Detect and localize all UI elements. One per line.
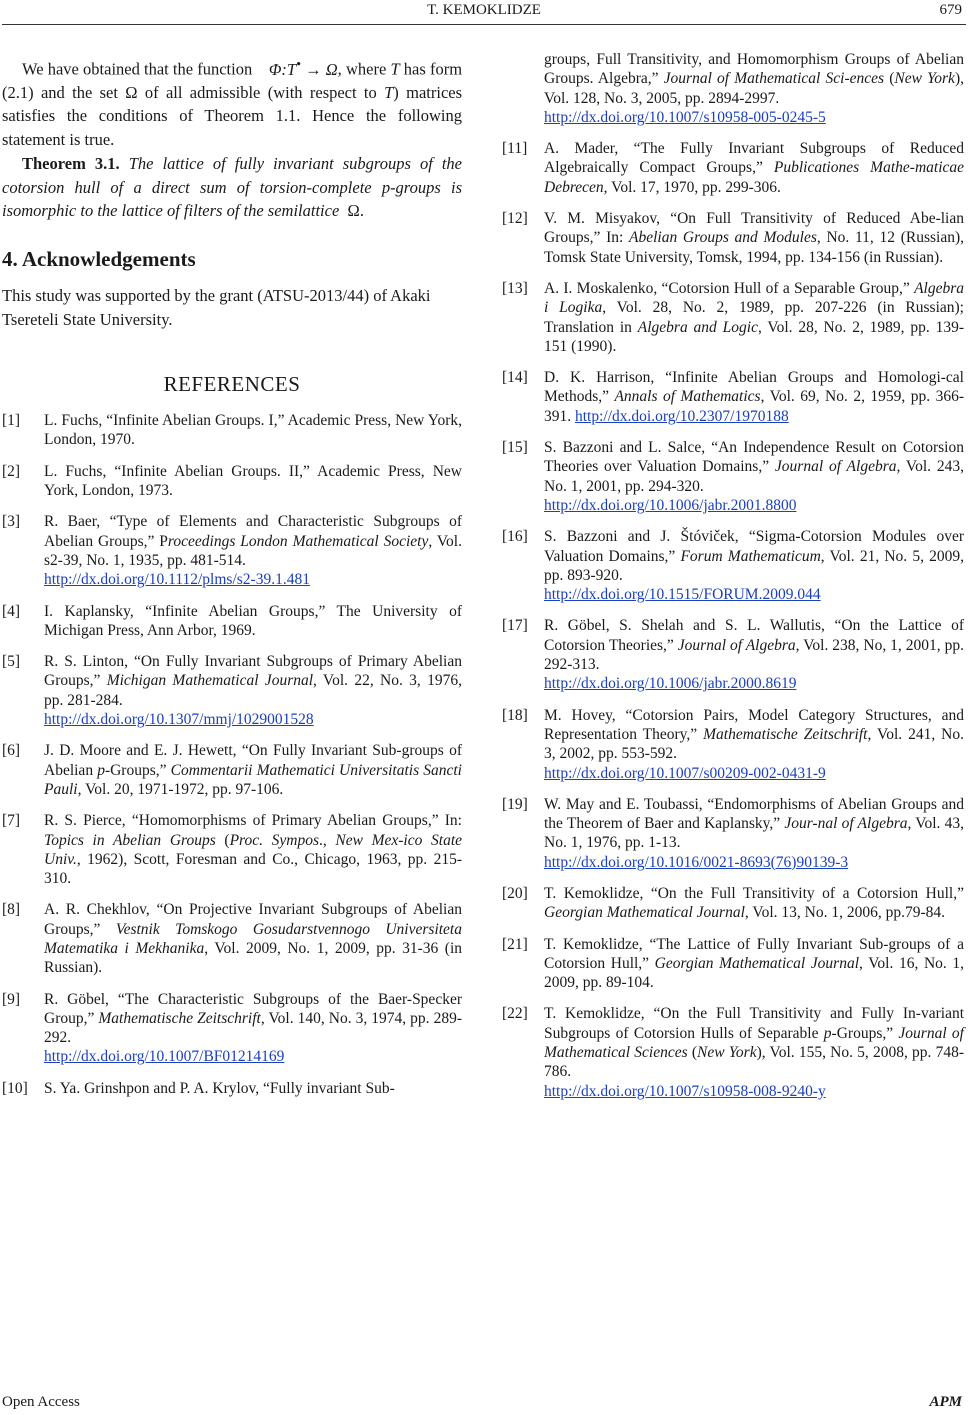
reference-number: [10] xyxy=(2,1079,28,1097)
reference-text: , Vol. 69, No. 2, 1959, pp. 366-391. xyxy=(544,388,964,425)
reference-body xyxy=(44,900,462,977)
reference-text: , Vol. 28, No. 2, 1989, pp. 139-151 (1990). xyxy=(544,318,965,355)
reference-text: , Vol. 243, No. 1, 2001, pp. 294-320. xyxy=(544,458,964,495)
reference-text: , Vol. 140, No. 3, 1974, pp. 289-292. xyxy=(44,1009,462,1047)
reference-text: , Vol. 17, 1970, pp. 299-306. xyxy=(603,178,781,196)
reference-italic-text: Forum Mathematicum xyxy=(680,547,821,565)
reference-number: [11] xyxy=(502,140,528,158)
reference-text: W. May and E. Toubassi, “Endomorphisms of Abelian Groups and the Theorem of Baer and Kaplansky,” xyxy=(544,795,964,833)
reference-body xyxy=(544,139,964,197)
reference-body xyxy=(544,209,964,267)
reference-text: S. Ya. Grinshpon and P. A. Krylov, “Fully invariant Sub- xyxy=(44,1079,395,1097)
symbol-T-2: T xyxy=(384,82,394,102)
reference-text: , Vol. 28, No. 2, 1989, pp. 207-226 (in Russian); Translation in xyxy=(544,299,964,336)
theorem-omega: Ω xyxy=(347,200,360,220)
journal-abbrev: APM xyxy=(929,1394,962,1410)
doi-link[interactable]: http://dx.doi.org/10.1006/jabr.2001.8800 xyxy=(544,496,797,514)
reference-item xyxy=(502,935,964,993)
reference-text: , Vol. 22, No. 3, 1976, pp. 281-284. xyxy=(44,672,462,709)
reference-text: , Vol. 20, 1971-1972, pp. 97-106. xyxy=(77,780,284,798)
reference-italic-text: Algebra i Logika xyxy=(544,279,964,317)
reference-item xyxy=(502,139,964,197)
reference-body xyxy=(44,462,462,501)
reference-italic-text: Topics in Abelian Groups xyxy=(44,831,216,849)
intro-text-4: of all admissible (with respect to xyxy=(144,82,377,102)
doi-link[interactable]: http://dx.doi.org/10.1007/s00209-002-0431-9 xyxy=(544,764,826,782)
theorem-paragraph xyxy=(2,152,462,222)
reference-item xyxy=(2,411,462,450)
reference-text: S. Bazzoni and J. Štóviček, “Sigma-Cotorsion Modules over Valuation Domains,” xyxy=(544,528,964,565)
theorem-text-2: -groups is isomorphic to the lattice of filters of the semilattice xyxy=(2,177,462,220)
reference-item xyxy=(502,438,964,515)
reference-italic-text: Jour-nal of Algebra xyxy=(784,815,908,833)
doi-link[interactable]: http://dx.doi.org/10.1007/BF01214169 xyxy=(44,1048,285,1066)
left-column xyxy=(2,52,462,1110)
page-number: 679 xyxy=(939,2,962,18)
reference-text: T. Kemoklidze, “On the Full Transitivity and Fully In-variant Subgroups of Cotorsion Hulls of Separable xyxy=(544,1005,964,1042)
reference-item xyxy=(502,884,964,923)
reference-item xyxy=(2,990,462,1067)
reference-item xyxy=(2,1079,462,1098)
reference-number: [19] xyxy=(502,795,528,813)
running-title: T. KEMOKLIDZE xyxy=(427,2,541,18)
reference-item xyxy=(502,706,964,783)
reference-text: D. K. Harrison, “Infinite Abelian Groups and Homologi-cal Methods,” xyxy=(544,369,964,406)
reference-text: , Vol. 43, No. 1, 1976, pp. 1-13. xyxy=(544,815,964,852)
symbol-omega: Ω xyxy=(125,82,138,102)
right-column xyxy=(502,50,964,1113)
reference-body xyxy=(544,1004,964,1100)
reference-text: , 1962), Scott, Foresman and Co., Chicago, 1963, pp. 215-310. xyxy=(44,850,462,888)
reference-body xyxy=(544,438,964,515)
reference-number: [20] xyxy=(502,884,528,902)
header-divider xyxy=(2,24,966,25)
reference-italic-text: Commentarii Mathematici Universitatis Sancti Pauli xyxy=(44,761,462,798)
reference-text: ), Vol. 128, No. 3, 2005, pp. 2894-2997. xyxy=(544,70,964,107)
reference-body xyxy=(544,884,964,923)
reference-text: R. S. Linton, “On Fully Invariant Subgroups of Primary Abelian Groups,” xyxy=(44,653,462,690)
reference-italic-text: Algebra and Logic xyxy=(637,318,758,336)
intro-paragraph xyxy=(2,52,462,151)
reference-text: , Vol. 21, No. 5, 2009, pp. 893-920. xyxy=(544,547,965,584)
reference-body xyxy=(44,990,462,1067)
reference-item xyxy=(502,209,964,267)
reference-text: J. D. Moore and E. J. Hewett, “On Fully Invariant Sub-groups of Abelian xyxy=(44,742,462,779)
reference-italic-text: New York xyxy=(894,70,955,88)
reference-item xyxy=(2,512,462,589)
reference-italic-text: Proc. Sympos xyxy=(229,831,320,849)
theorem-end: . xyxy=(359,200,364,220)
reference-item xyxy=(502,368,964,426)
reference-number: [4] xyxy=(2,602,21,620)
reference-number: [7] xyxy=(2,812,21,830)
reference-body xyxy=(44,811,462,888)
reference-text: -Groups,” xyxy=(104,761,171,779)
reference-italic-text: New York xyxy=(697,1044,757,1062)
function-target: → Ω xyxy=(300,59,338,79)
reference-body xyxy=(544,279,964,356)
reference-italic-text: Georgian Mathematical Journal xyxy=(544,904,745,922)
doi-link[interactable]: http://dx.doi.org/10.1112/plms/s2-39.1.481 xyxy=(44,571,310,589)
reference-italic-text: Abelian Groups and Modules xyxy=(629,229,817,247)
reference-item xyxy=(2,811,462,888)
reference-number xyxy=(502,50,544,127)
doi-link[interactable]: http://dx.doi.org/10.1007/s10958-005-0245-5 xyxy=(544,108,826,126)
reference-body xyxy=(44,741,462,799)
reference-body xyxy=(544,706,964,783)
reference-text: -Groups,” xyxy=(831,1024,899,1042)
theorem-text-1: The lattice of fully invariant subgroups of the cotorsion hull of a direct sum of torsion-complete xyxy=(2,154,462,197)
reference-number: [5] xyxy=(2,653,21,671)
reference-number: [2] xyxy=(2,462,21,480)
reference-body xyxy=(544,527,964,604)
reference-text: , Vol. 238, No, 1, 2001, pp. 292-313. xyxy=(544,636,964,674)
reference-number: [16] xyxy=(502,528,528,546)
reference-item xyxy=(502,279,964,356)
intro-text-1: We have obtained that the function xyxy=(22,59,253,79)
reference-italic-text: Mathematische Zeitschrift xyxy=(703,725,868,743)
reference-text: T. Kemoklidze, “The Lattice of Fully Invariant Sub-groups of a Cotorsion Hull,” xyxy=(544,935,964,972)
reference-italic-text: roceedings London Mathematical Society xyxy=(167,532,429,550)
reference-body xyxy=(544,935,964,993)
reference-body xyxy=(44,602,462,641)
reference-text: R. Göbel, S. Shelah and S. L. Wallutis, “On the Lattice of Cotorsion Theories,” xyxy=(544,617,964,654)
reference-text: L. Fuchs, “Infinite Abelian Groups. I,” Academic Press, New York, London, 1970. xyxy=(44,412,462,449)
reference-item xyxy=(502,1004,964,1100)
reference-text: , Vol. 2009, No. 1, 2009, pp. 31-36 (in Russian). xyxy=(44,939,463,977)
reference-italic-text: p xyxy=(97,761,105,779)
reference-number: [21] xyxy=(502,935,528,953)
function-sup: • xyxy=(296,56,301,71)
intro-text-3: has form (2.1) and the set xyxy=(2,59,463,102)
reference-italic-text: Journal of Algebra xyxy=(774,458,897,476)
reference-body xyxy=(44,512,462,589)
reference-text: ., xyxy=(319,831,336,849)
acknowledgements-text: This study was supported by the grant (ATSU-2013/44) of Akaki Tsereteli State University. xyxy=(2,286,431,329)
page-footer xyxy=(0,1394,968,1414)
reference-body xyxy=(44,652,462,729)
reference-italic-text: Mathematische Zeitschrift xyxy=(98,1009,261,1027)
reference-item xyxy=(2,462,462,501)
reference-italic-text: Georgian Mathematical Journal xyxy=(654,954,860,972)
reference-number: [3] xyxy=(2,513,21,531)
reference-text: L. Fuchs, “Infinite Abelian Groups. II,” Academic Press, New York, London, 1973. xyxy=(44,462,462,500)
reference-item xyxy=(502,527,964,604)
reference-text: groups, Full Transitivity, and Homomorphism Groups of Abelian Groups. Algebra,” xyxy=(544,51,964,88)
reference-number: [18] xyxy=(502,706,528,724)
reference-text: T. Kemoklidze, “On the Full Transitivity of a Cotorsion Hull,” xyxy=(544,884,964,902)
open-access-label: Open Access xyxy=(2,1394,80,1410)
reference-text: S. Bazzoni and L. Salce, “An Independence Result on Cotorsion Theories over Valuation Domains,” xyxy=(544,439,964,476)
reference-text: A. I. Moskalenko, “Cotorsion Hull of a Separable Group,” xyxy=(544,279,915,297)
reference-number: [8] xyxy=(2,901,21,919)
reference-text: M. Hovey, “Cotorsion Pairs, Model Category Structures, and Representation Theory,” xyxy=(544,706,964,743)
reference-number: [22] xyxy=(502,1005,528,1023)
reference-item xyxy=(2,900,462,977)
reference-italic-text: Journal of Mathematical Sci-ences xyxy=(663,70,885,88)
references-heading: REFERENCES xyxy=(163,372,301,397)
function-phi xyxy=(268,56,338,79)
reference-body xyxy=(44,1079,462,1098)
reference-body xyxy=(44,411,462,450)
reference-item-10-continued xyxy=(502,50,964,127)
reference-italic-text: New Mex-ico State Univ. xyxy=(44,831,463,868)
reference-number: [9] xyxy=(2,990,21,1008)
theorem-label: Theorem 3.1. xyxy=(22,154,120,174)
reference-text: A. Mader, “The Fully Invariant Subgroups of Reduced Algebraically Compact Groups,” xyxy=(544,140,964,177)
intro-text-2: , where xyxy=(337,59,387,79)
reference-number: [12] xyxy=(502,210,528,228)
reference-text: V. M. Misyakov, “On Full Transitivity of Reduced Abe-lian Groups,” In: xyxy=(544,210,964,247)
acknowledgements-heading: 4. Acknowledgements xyxy=(2,247,196,272)
reference-text: , Vol. 13, No. 1, 2006, pp.79-84. xyxy=(744,904,945,922)
function-expr: Φ:T xyxy=(268,59,297,79)
reference-body xyxy=(544,795,964,872)
reference-text: ( xyxy=(687,1044,697,1062)
references-list-right xyxy=(502,139,964,1101)
references-list-left xyxy=(2,411,462,1098)
page-header xyxy=(0,0,968,22)
doi-link[interactable]: http://dx.doi.org/10.1515/FORUM.2009.044 xyxy=(544,586,821,604)
reference-item xyxy=(2,741,462,799)
doi-link[interactable]: http://dx.doi.org/10.1016/0021-8693(76)90139-3 xyxy=(544,853,849,871)
reference-text: I. Kaplansky, “Infinite Abelian Groups,” The University of Michigan Press, Ann Arbor, 1969. xyxy=(44,602,462,639)
reference-text: ( xyxy=(215,831,230,849)
reference-text: , Vol. s2-39, No. 1, 1935, pp. 481-514. xyxy=(44,532,462,569)
reference-number: [6] xyxy=(2,742,21,760)
reference-number: [17] xyxy=(502,617,528,635)
intro-text-5: ) matrices satisfies the conditions of Theorem 1.1. Hence the following statement is true. xyxy=(2,82,463,149)
reference-text: ), Vol. 155, No. 5, 2008, pp. 748-786. xyxy=(544,1044,965,1081)
reference-item xyxy=(2,652,462,729)
doi-link[interactable]: http://dx.doi.org/10.1307/mmj/1029001528 xyxy=(44,711,314,729)
reference-italic-text: Journal of Algebra xyxy=(677,636,796,654)
reference-text: , Vol. 16, No. 1, 2009, pp. 89-104. xyxy=(544,954,964,992)
reference-text: A. R. Chekhlov, “On Projective Invariant Subgroups of Abelian Groups,” xyxy=(44,901,462,938)
reference-text: ( xyxy=(884,70,895,88)
reference-italic-text: Annals of Mathematics xyxy=(614,388,761,406)
symbol-p: p xyxy=(381,177,391,197)
reference-number: [15] xyxy=(502,439,528,457)
reference-body xyxy=(544,616,964,693)
reference-italic-text: Michigan Mathematical Journal xyxy=(106,672,314,690)
reference-body xyxy=(544,50,964,127)
reference-italic-text: Publicationes Mathe-maticae Debrecen xyxy=(544,159,965,196)
reference-text: , No. 11, 12 (Russian), Tomsk State University, Tomsk, 1994, pp. 134-156 (in Russian). xyxy=(544,229,964,266)
reference-italic-text: Journal of Mathematical Sciences xyxy=(544,1024,964,1062)
doi-link[interactable]: http://dx.doi.org/10.1006/jabr.2000.8619 xyxy=(544,675,797,693)
reference-item xyxy=(502,795,964,872)
reference-text: , Vol. 241, No. 3, 2002, pp. 553-592. xyxy=(544,725,965,763)
doi-link[interactable]: http://dx.doi.org/10.2307/1970188 xyxy=(575,407,789,425)
reference-text: R. Baer, “Type of Elements and Characteristic Subgroups of Abelian Groups,” P xyxy=(44,513,462,550)
reference-number: [14] xyxy=(502,369,528,387)
doi-link[interactable]: http://dx.doi.org/10.1007/s10958-008-9240-y xyxy=(544,1082,826,1100)
symbol-T: T xyxy=(390,59,400,79)
reference-number: [13] xyxy=(502,279,528,297)
reference-item xyxy=(502,616,964,693)
reference-item xyxy=(2,602,462,641)
reference-body xyxy=(544,368,964,426)
reference-number: [1] xyxy=(2,412,21,430)
reference-italic-text: p xyxy=(823,1024,832,1042)
reference-italic-text: Vestnik Tomskogo Gosudarstvennogo Universiteta Matematika i Mekhanika xyxy=(44,920,462,957)
reference-text: R. S. Pierce, “Homomorphisms of Primary Abelian Groups,” In: xyxy=(44,812,462,830)
reference-text: R. Göbel, “The Characteristic Subgroups of the Baer-Specker Group,” xyxy=(44,990,462,1027)
